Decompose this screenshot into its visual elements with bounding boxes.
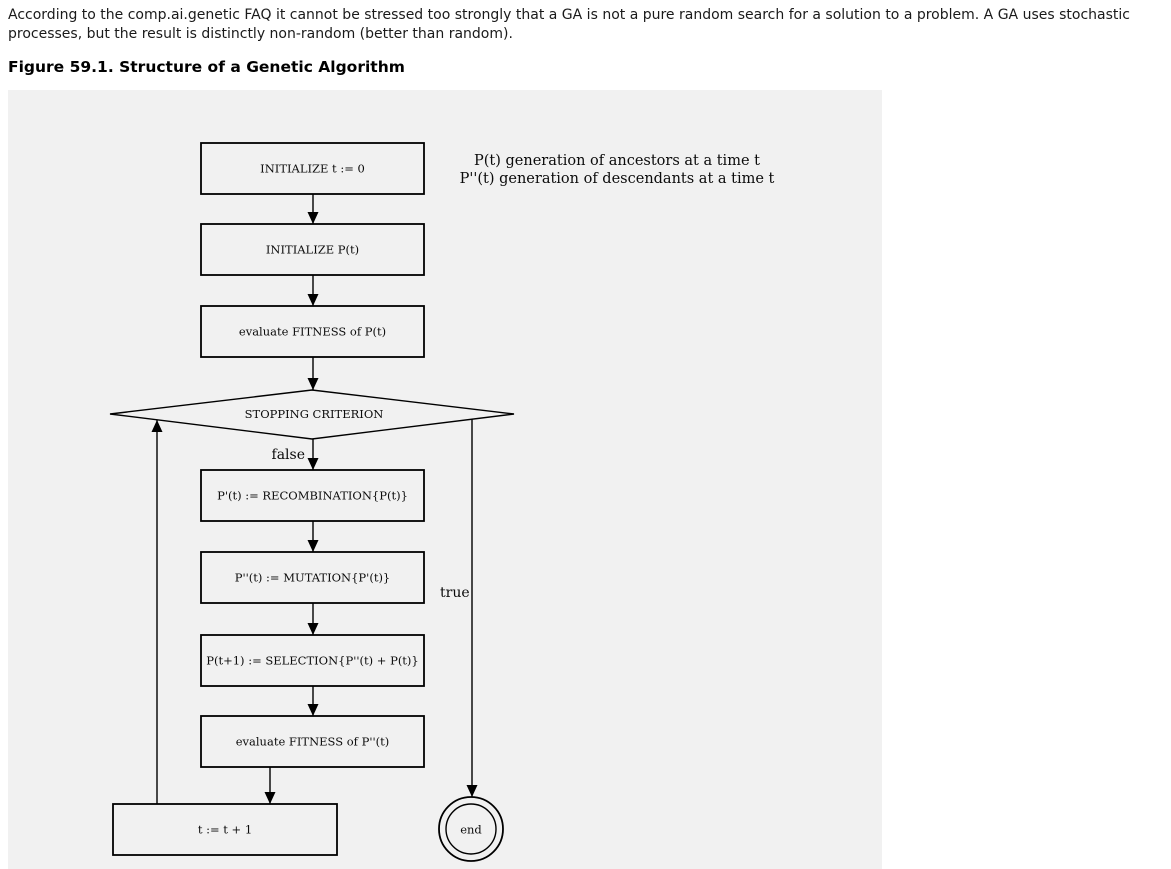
intro-paragraph: According to the comp.ai.genetic FAQ it cannot be stressed too strongly that a GA is not a pure random search for a solution to a problem. A GA uses stochastic processes, but the result is distinctly non-random (better than random). (8, 7, 1130, 42)
node-increment-t (113, 804, 337, 855)
node-initialize-t-label: INITIALIZE t := 0 (260, 161, 365, 176)
legend-line-1: P(t) generation of ancestors at a time t (474, 153, 760, 169)
false-branch-label: false (271, 447, 305, 463)
figure-caption: Figure 59.1. Structure of a Genetic Algorithm (8, 58, 405, 76)
node-stopping-criterion (110, 390, 514, 439)
node-recombination (201, 470, 424, 521)
node-end-label: end (460, 822, 482, 837)
true-branch-label: true (440, 585, 470, 601)
node-selection (201, 635, 424, 686)
node-evaluate-fitness-p (201, 306, 424, 357)
node-mutation (201, 552, 424, 603)
flowchart-svg (8, 90, 882, 869)
node-evaluate-fitness-p-label: evaluate FITNESS of P(t) (238, 324, 387, 339)
node-evaluate-fitness-p2-label: evaluate FITNESS of P''(t) (235, 734, 390, 749)
node-selection-label: P(t+1) := SELECTION{P''(t) + P(t)} (206, 653, 419, 668)
node-recombination-label: P'(t) := RECOMBINATION{P(t)} (217, 488, 408, 503)
node-increment-t-label: t := t + 1 (197, 822, 253, 837)
node-initialize-p-label: INITIALIZE P(t) (265, 242, 360, 257)
legend-line-2: P''(t) generation of descendants at a time t (459, 171, 775, 187)
node-stopping-criterion-label: STOPPING CRITERION (244, 407, 384, 421)
node-initialize-t (201, 143, 424, 194)
node-evaluate-fitness-p2 (201, 716, 424, 767)
node-mutation-label: P''(t) := MUTATION{P'(t)} (234, 570, 391, 585)
node-initialize-p (201, 224, 424, 275)
node-end (439, 797, 503, 861)
figure-panel (8, 90, 882, 869)
